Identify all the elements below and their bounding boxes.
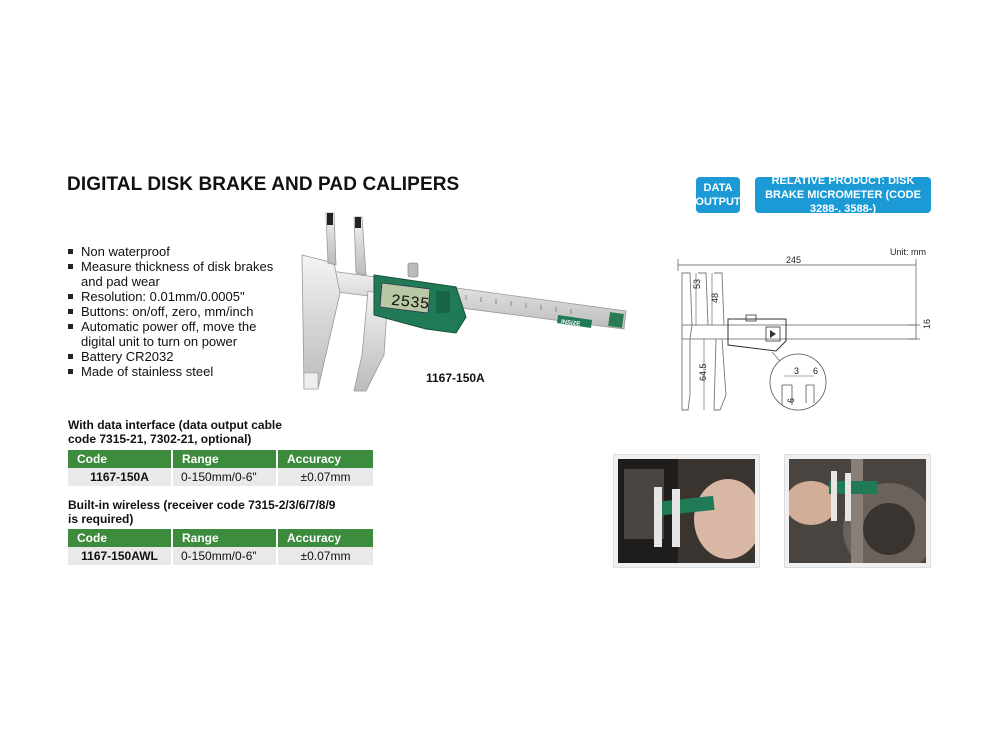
dim-53: 53 (692, 278, 702, 289)
caliper-product-image (296, 205, 636, 395)
col-accuracy: Accuracy (277, 450, 373, 468)
feature-item: Resolution: 0.01mm/0.0005" (68, 289, 278, 304)
feature-list (68, 244, 278, 379)
cell-range: 0-150mm/0-6" (172, 547, 277, 565)
unit-label: Unit: mm (890, 247, 926, 257)
wireless-spec-table (68, 529, 373, 565)
dim-64-5: 64.5 (698, 363, 708, 381)
relative-product-badge: RELATIVE PRODUCT: DISK BRAKE MICROMETER (CODE 3288-, 3588-) (755, 177, 931, 213)
dim-6b: 6 (786, 397, 796, 403)
wireless-heading: Built-in wireless (receiver code 7315-2/3/6/7/8/9 is required) (68, 498, 336, 526)
col-code: Code (68, 450, 172, 468)
feature-item: Battery CR2032 (68, 349, 278, 364)
col-code: Code (68, 529, 172, 547)
feature-item: Buttons: on/off, zero, mm/inch (68, 304, 278, 319)
col-accuracy: Accuracy (277, 529, 373, 547)
data-output-badge: DATA OUTPUT (696, 177, 740, 213)
data-interface-spec-table (68, 450, 373, 486)
dim-6a: 6 (813, 366, 819, 376)
cell-range: 0-150mm/0-6" (172, 468, 277, 486)
usage-photo-brake-pad (614, 455, 759, 567)
col-range: Range (172, 450, 277, 468)
col-range: Range (172, 529, 277, 547)
feature-item: Made of stainless steel (68, 364, 278, 379)
dim-48: 48 (710, 292, 720, 303)
data-interface-heading: With data interface (data output cable code 7315-21, 7302-21, optional) (68, 418, 282, 446)
dim-length: 245 (786, 255, 802, 265)
feature-item: Automatic power off, move the digital unit to turn on power (68, 319, 278, 349)
table-row (68, 468, 373, 486)
feature-item: Non waterproof (68, 244, 278, 259)
cell-code: 1167-150AWL (68, 547, 172, 565)
usage-photo-brake-disk (785, 455, 930, 567)
page-title: DIGITAL DISK BRAKE AND PAD CALIPERS (67, 174, 460, 195)
brand-label: INSIZE (560, 319, 581, 328)
cell-accuracy: ±0.07mm (277, 547, 373, 565)
dimension-drawing (668, 245, 938, 420)
display-reading: 2535 (390, 291, 431, 314)
dim-16: 16 (922, 318, 932, 329)
dim-3: 3 (794, 366, 800, 376)
feature-item: Measure thickness of disk brakes and pad wear (68, 259, 278, 289)
cell-code: 1167-150A (68, 468, 172, 486)
cell-accuracy: ±0.07mm (277, 468, 373, 486)
table-row (68, 547, 373, 565)
product-code-label: 1167-150A (426, 371, 485, 385)
